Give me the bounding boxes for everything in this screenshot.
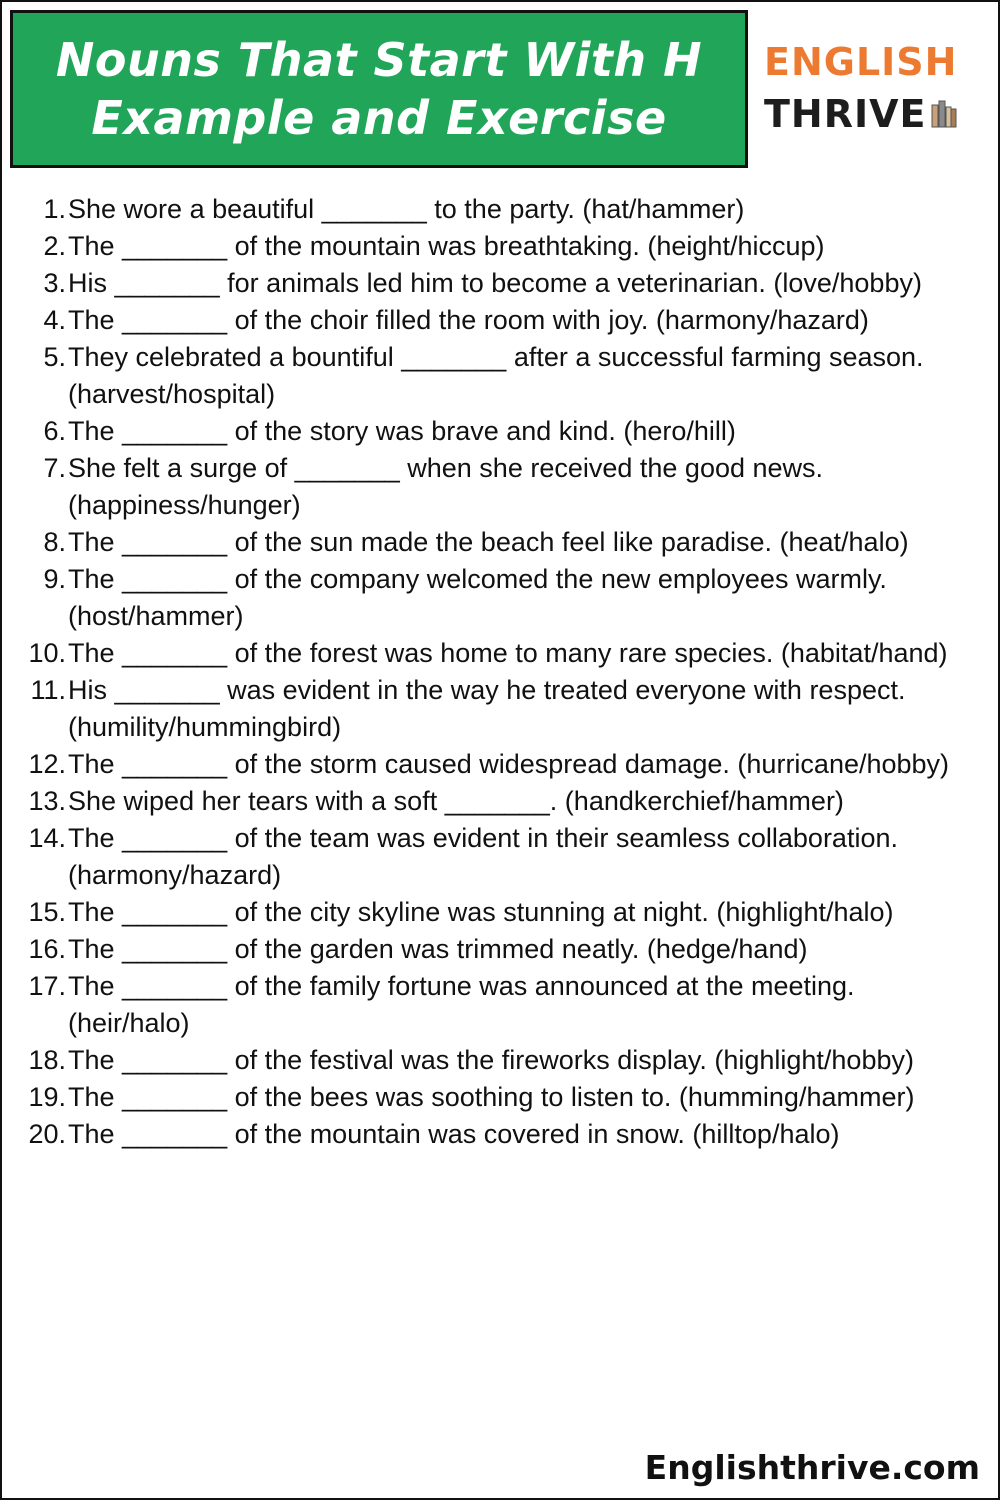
exercise-number: 12.	[28, 749, 66, 779]
exercise-item	[2, 1079, 998, 1116]
exercise-sentence: The _______ of the bees was soothing to listen to. (humming/hammer)	[68, 1082, 915, 1112]
exercise-item	[2, 783, 998, 820]
exercise-item	[2, 302, 998, 339]
exercise-number: 6.	[43, 416, 66, 446]
exercise-item	[2, 820, 998, 894]
exercise-item	[2, 228, 998, 265]
exercise-number: 19.	[28, 1082, 66, 1112]
exercise-item	[2, 672, 998, 746]
exercise-number: 13.	[28, 786, 66, 816]
exercise-number: 7.	[43, 453, 66, 483]
exercise-number: 4.	[43, 305, 66, 335]
exercise-item	[2, 413, 998, 450]
exercise-item	[2, 450, 998, 524]
exercise-item	[2, 339, 998, 413]
exercise-sentence: The _______ of the storm caused widespread damage. (hurricane/hobby)	[68, 749, 950, 779]
exercise-sentence: The _______ of the story was brave and kind. (hero/hill)	[68, 416, 736, 446]
exercise-sentence: The _______ of the sun made the beach feel like paradise. (heat/halo)	[68, 527, 909, 557]
exercise-number: 8.	[43, 527, 66, 557]
exercise-sentence: The _______ of the garden was trimmed neatly. (hedge/hand)	[68, 934, 808, 964]
exercise-item	[2, 635, 998, 672]
exercise-sentence: His _______ was evident in the way he treated everyone with respect. (humility/hummingbird)	[68, 675, 906, 742]
exercise-sentence: His _______ for animals led him to become a veterinarian. (love/hobby)	[68, 268, 922, 298]
exercise-item	[2, 968, 998, 1042]
exercise-number: 15.	[28, 897, 66, 927]
exercise-sentence: The _______ of the mountain was covered in snow. (hilltop/halo)	[68, 1119, 840, 1149]
exercise-item	[2, 931, 998, 968]
books-icon	[931, 99, 957, 129]
exercise-item	[2, 894, 998, 931]
exercise-sentence: The _______ of the city skyline was stunning at night. (highlight/halo)	[68, 897, 894, 927]
exercise-number: 16.	[28, 934, 66, 964]
exercise-number: 3.	[43, 268, 66, 298]
exercise-number: 20.	[28, 1119, 66, 1149]
exercise-sentence: The _______ of the forest was home to many rare species. (habitat/hand)	[68, 638, 948, 668]
exercise-item	[2, 191, 998, 228]
exercise-number: 5.	[43, 342, 66, 372]
exercise-sentence: She wore a beautiful _______ to the party. (hat/hammer)	[68, 194, 745, 224]
page-title: Nouns That Start With H	[55, 33, 703, 87]
exercise-sentence: She felt a surge of _______ when she received the good news. (happiness/hunger)	[68, 453, 824, 520]
exercise-number: 18.	[28, 1045, 66, 1075]
english-thrive-logo	[764, 40, 984, 150]
exercise-item	[2, 746, 998, 783]
exercise-item	[2, 524, 998, 561]
title-banner	[10, 10, 748, 168]
exercise-sentence: The _______ of the festival was the fireworks display. (highlight/hobby)	[68, 1045, 914, 1075]
logo-word-english: ENGLISH	[764, 40, 958, 84]
exercise-number: 17.	[28, 971, 66, 1001]
exercise-list	[2, 191, 998, 1153]
exercise-sentence: The _______ of the choir filled the room with joy. (harmony/hazard)	[68, 305, 869, 335]
exercise-sentence: The _______ of the mountain was breathtaking. (height/hiccup)	[68, 231, 825, 261]
exercise-sentence: They celebrated a bountiful _______ after a successful farming season. (harvest/hospital)	[68, 342, 924, 409]
logo-word-thrive: THRIVE	[764, 92, 927, 136]
exercise-item	[2, 1042, 998, 1079]
exercise-sentence: The _______ of the team was evident in their seamless collaboration. (harmony/hazard)	[68, 823, 898, 890]
logo-row-thrive	[764, 92, 984, 136]
exercise-number: 14.	[28, 823, 66, 853]
website-footer: Englishthrive.com	[644, 1448, 980, 1487]
exercise-number: 10.	[28, 638, 66, 668]
exercise-item	[2, 265, 998, 302]
exercise-sentence: The _______ of the family fortune was announced at the meeting. (heir/halo)	[68, 971, 855, 1038]
exercise-sentence: The _______ of the company welcomed the new employees warmly. (host/hammer)	[68, 564, 887, 631]
exercise-number: 9.	[43, 564, 66, 594]
exercise-number: 11.	[30, 675, 66, 705]
exercise-number: 1.	[43, 194, 66, 224]
exercise-item	[2, 561, 998, 635]
page-subtitle: Example and Exercise	[91, 91, 667, 145]
exercise-number: 2.	[43, 231, 66, 261]
exercise-item	[2, 1116, 998, 1153]
exercise-sentence: She wiped her tears with a soft _______. (handkerchief/hammer)	[68, 786, 844, 816]
